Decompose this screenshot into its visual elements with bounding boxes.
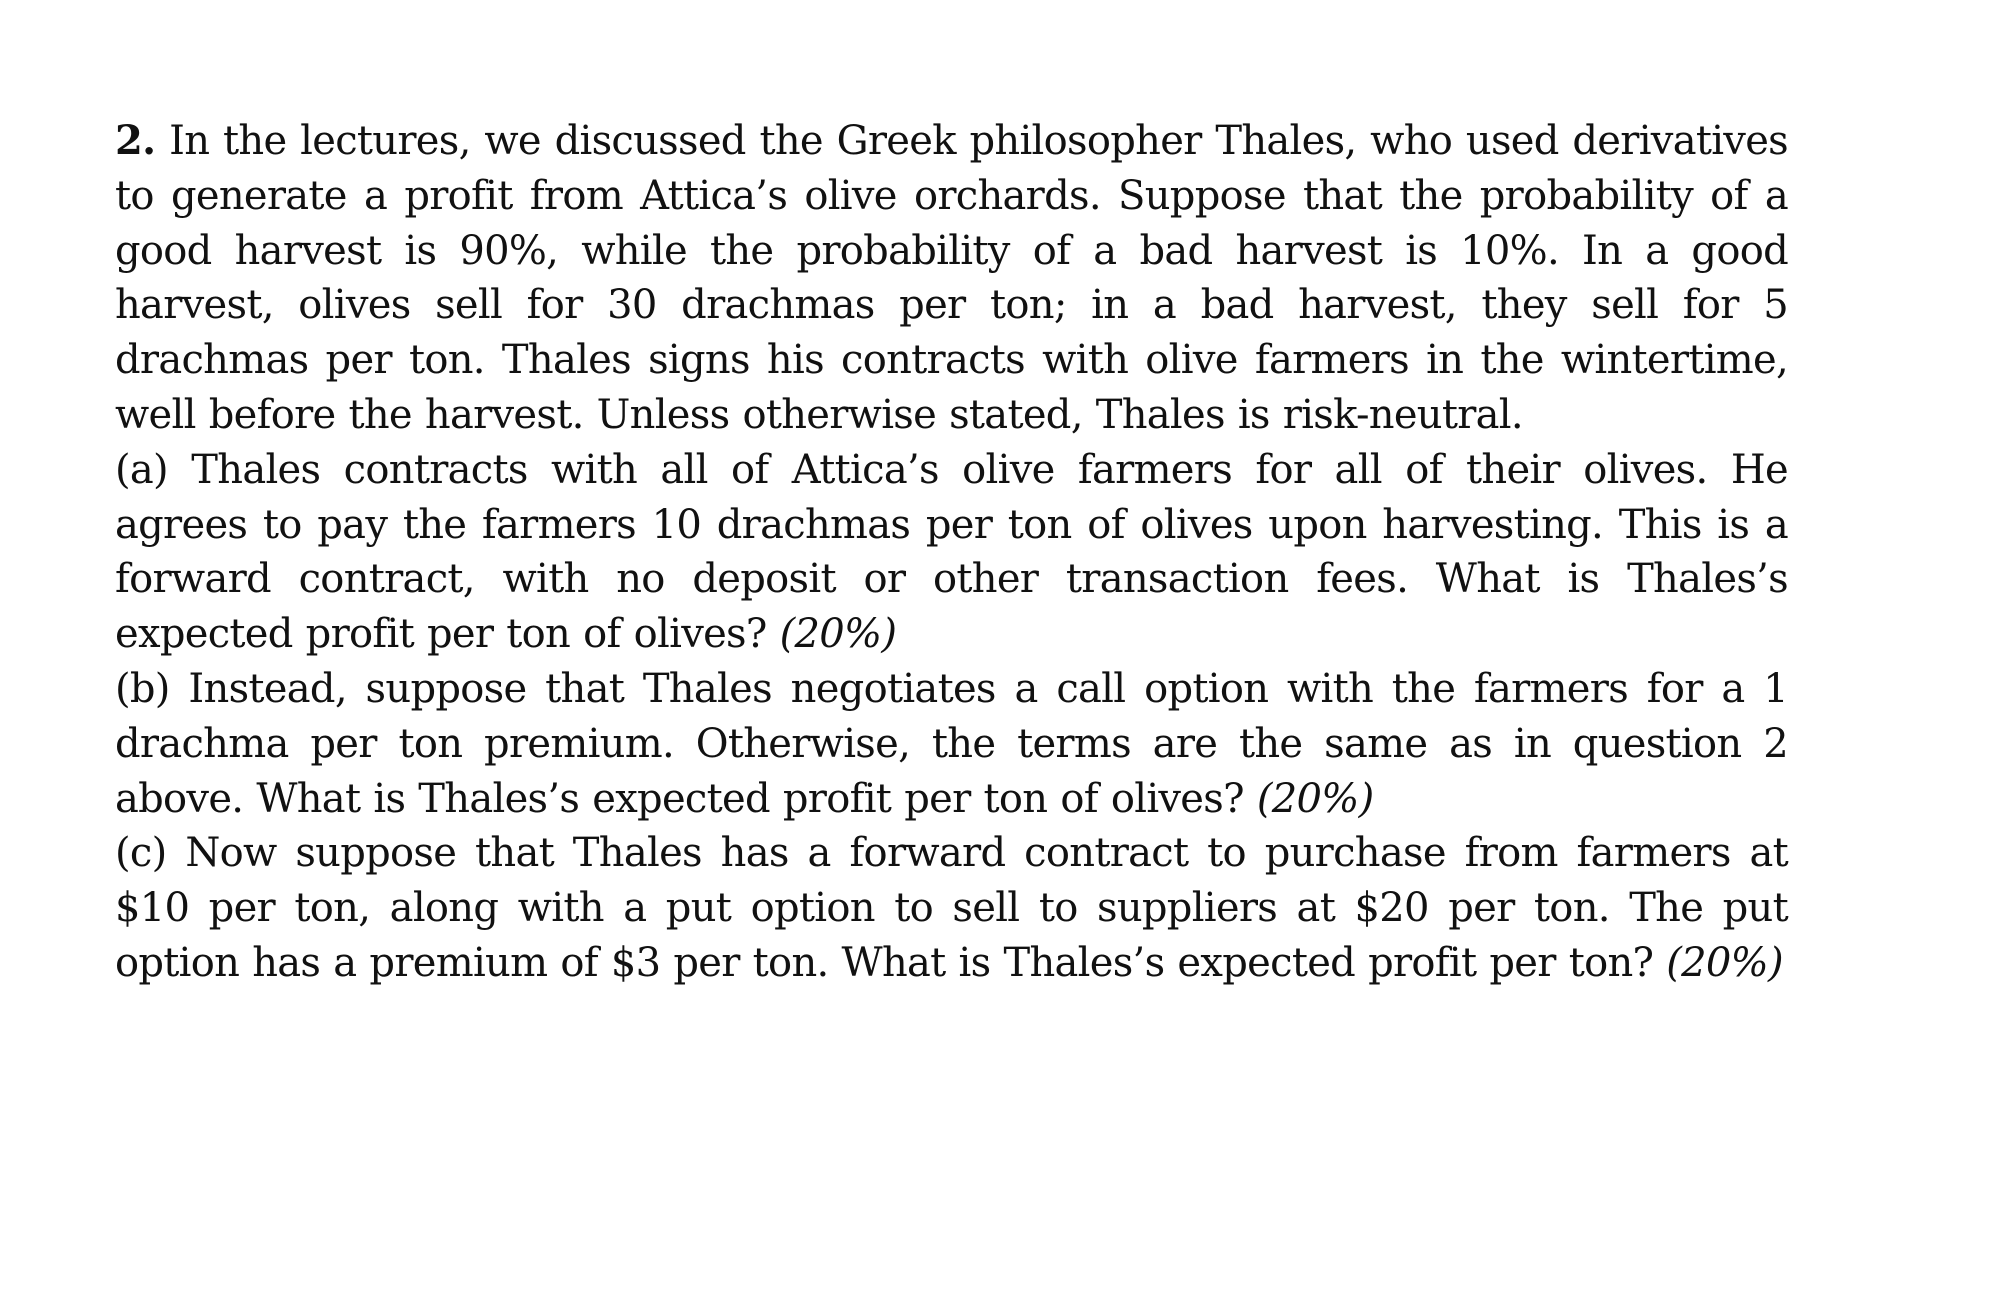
- question-number: 2.: [115, 117, 156, 164]
- question-intro: [115, 114, 1788, 443]
- question-part-a: [115, 443, 1788, 662]
- question-part-b: [115, 662, 1788, 826]
- part-c-text: (c) Now suppose that Thales has a forward contract to purchase from farmers at $10 per ton, along with a put option to sell to suppliers at $20 per ton. The put option has a premium of $3 per ton. What is Thales’s expected profit per ton?: [115, 830, 1788, 986]
- part-b-weight: (20%): [1256, 775, 1374, 822]
- question-document: [115, 114, 1788, 991]
- question-part-c: [115, 826, 1788, 990]
- part-c-weight: (20%): [1666, 939, 1783, 986]
- question-intro-text: In the lectures, we discussed the Greek philosopher Thales, who used derivatives to generate a profit from Attica’s olive orchards. Suppose that the probability of a good harvest is 90%, while the probability of a bad harvest is 10%. In a good harvest, olives sell for 30 drachmas per ton; in a bad harvest, they sell for 5 drachmas per ton. Thales signs his contracts with olive farmers in the wintertime, well before the harvest. Unless otherwise stated, Thales is risk-neutral.: [115, 118, 1789, 438]
- part-a-text: (a) Thales contracts with all of Attica’s olive farmers for all of their olives. He agrees to pay the farmers 10 drachmas per ton of olives upon harvesting. This is a forward contract, with no deposit or other transaction fees. What is Thales’s expected profit per ton of olives?: [115, 446, 1788, 658]
- part-a-weight: (20%): [779, 611, 897, 658]
- part-b-text: (b) Instead, suppose that Thales negotiates a call option with the farmers for a 1 drachma per ton premium. Otherwise, the terms are the same as in question 2 above. What is Thales’s expected profit per ton of olives?: [115, 665, 1788, 822]
